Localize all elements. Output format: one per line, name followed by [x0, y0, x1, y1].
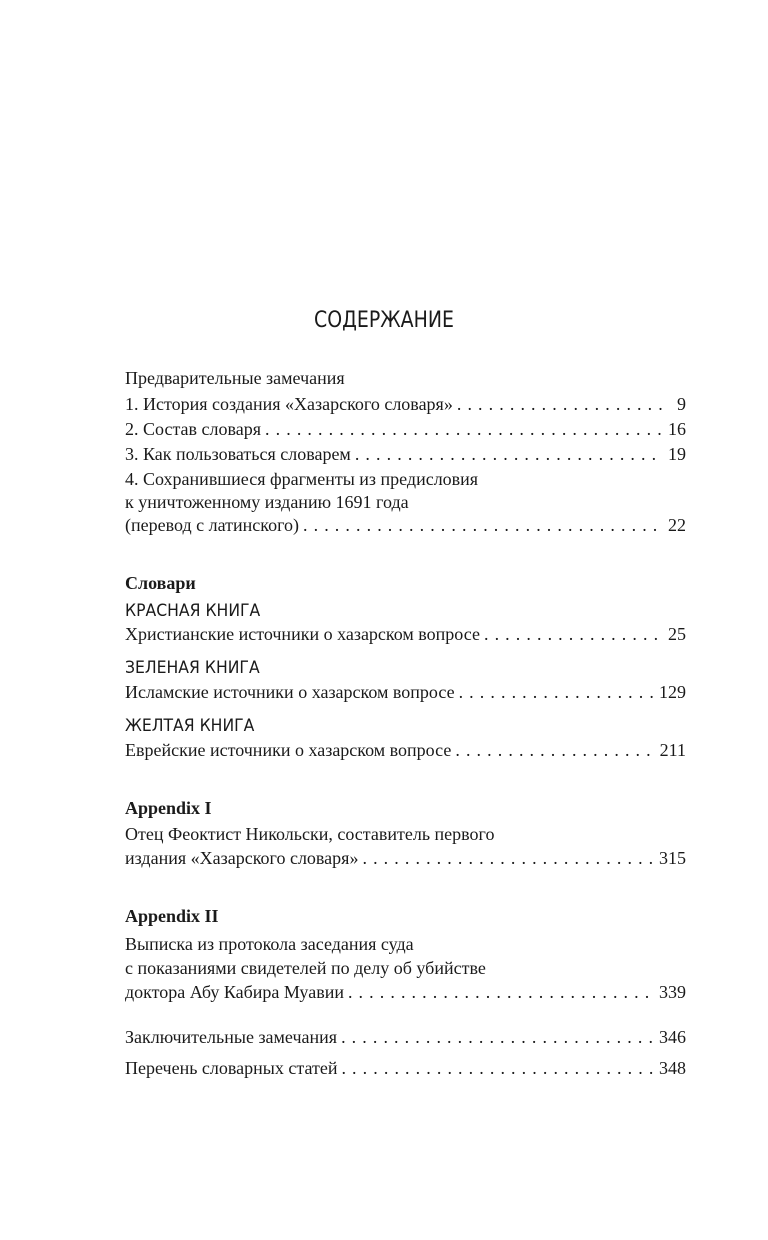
entry-text: ЖЕЛТАЯ КНИГА: [125, 716, 255, 736]
section-heading-appendix-1: [125, 796, 686, 820]
page-title: СОДЕРЖАНИЕ: [314, 308, 454, 333]
entry-text: ЗЕЛЕНАЯ КНИГА: [125, 658, 260, 678]
entry-text: Appendix I: [125, 798, 212, 818]
book-name: [125, 656, 686, 680]
toc-entry-line: [125, 467, 686, 491]
entry-text: издания «Хазарского словаря»: [125, 848, 359, 868]
entry-text: доктора Абу Кабира Муавии: [125, 982, 344, 1002]
entry-text: с показаниями свидетелей по делу об убийстве: [125, 958, 486, 978]
entry-text: 3. Как пользоваться словарем: [125, 444, 351, 464]
dot-leader: [341, 1025, 655, 1049]
toc-entry[interactable]: [125, 513, 686, 537]
entry-text: Заключительные замечания: [125, 1027, 338, 1047]
toc-entry[interactable]: [125, 738, 686, 762]
page-number: 9: [677, 394, 686, 414]
entry-text: Appendix II: [125, 906, 219, 926]
toc-entry[interactable]: [125, 392, 686, 416]
toc-entry[interactable]: [125, 622, 686, 646]
toc-entry-line: [125, 956, 686, 980]
entry-text: КРАСНАЯ КНИГА: [125, 601, 261, 621]
entry-text: к уничтоженному изданию 1691 года: [125, 492, 409, 512]
entry-text: Словари: [125, 573, 196, 593]
toc-entry-line: [125, 932, 686, 956]
page-number: 346: [659, 1027, 686, 1047]
dot-leader: [265, 417, 662, 441]
toc-entry-line: [125, 490, 686, 514]
page-number: 348: [659, 1058, 686, 1078]
page-number: 19: [668, 444, 686, 464]
entry-text: Отец Феоктист Никольски, составитель первого: [125, 824, 495, 844]
book-name: [125, 599, 686, 623]
entry-text: 2. Состав словаря: [125, 419, 262, 439]
entry-text: Христианские источники о хазарском вопросе: [125, 624, 480, 644]
preface-heading: [125, 366, 686, 390]
entry-text: Перечень словарных статей: [125, 1058, 338, 1078]
dot-leader: [459, 680, 655, 704]
entry-text: 4. Сохранившиеся фрагменты из предисловия: [125, 469, 479, 489]
toc-entry[interactable]: [125, 980, 686, 1004]
entry-text: Выписка из протокола заседания суда: [125, 934, 414, 954]
section-heading-dictionaries: [125, 571, 686, 595]
entry-text: (перевод с латинского): [125, 515, 299, 535]
entry-text: Предварительные замечания: [125, 368, 345, 388]
page-number: 22: [668, 515, 686, 535]
section-heading-appendix-2: [125, 904, 686, 928]
dot-leader: [457, 392, 662, 416]
dot-leader: [341, 1056, 655, 1080]
dot-leader: [348, 980, 655, 1004]
toc-entry[interactable]: [125, 1056, 686, 1080]
dot-leader: [362, 846, 655, 870]
dot-leader: [484, 622, 662, 646]
toc-entry[interactable]: [125, 417, 686, 441]
toc-entry[interactable]: [125, 1025, 686, 1049]
toc-entry[interactable]: [125, 846, 686, 870]
dot-leader: [455, 738, 655, 762]
entry-text: Исламские источники о хазарском вопросе: [125, 682, 455, 702]
toc-entry-line: [125, 822, 686, 846]
dot-leader: [303, 513, 662, 537]
page-number: 211: [659, 740, 686, 760]
toc-entry[interactable]: [125, 680, 686, 704]
page-number: 315: [659, 848, 686, 868]
dot-leader: [355, 442, 662, 466]
page-number: 25: [668, 624, 686, 644]
toc-entry[interactable]: [125, 442, 686, 466]
entry-text: Еврейские источники о хазарском вопросе: [125, 740, 452, 760]
page-number: 339: [659, 982, 686, 1002]
page-number: 16: [668, 419, 686, 439]
book-name: [125, 714, 686, 738]
page-number: 129: [659, 682, 686, 702]
entry-text: 1. История создания «Хазарского словаря»: [125, 394, 453, 414]
